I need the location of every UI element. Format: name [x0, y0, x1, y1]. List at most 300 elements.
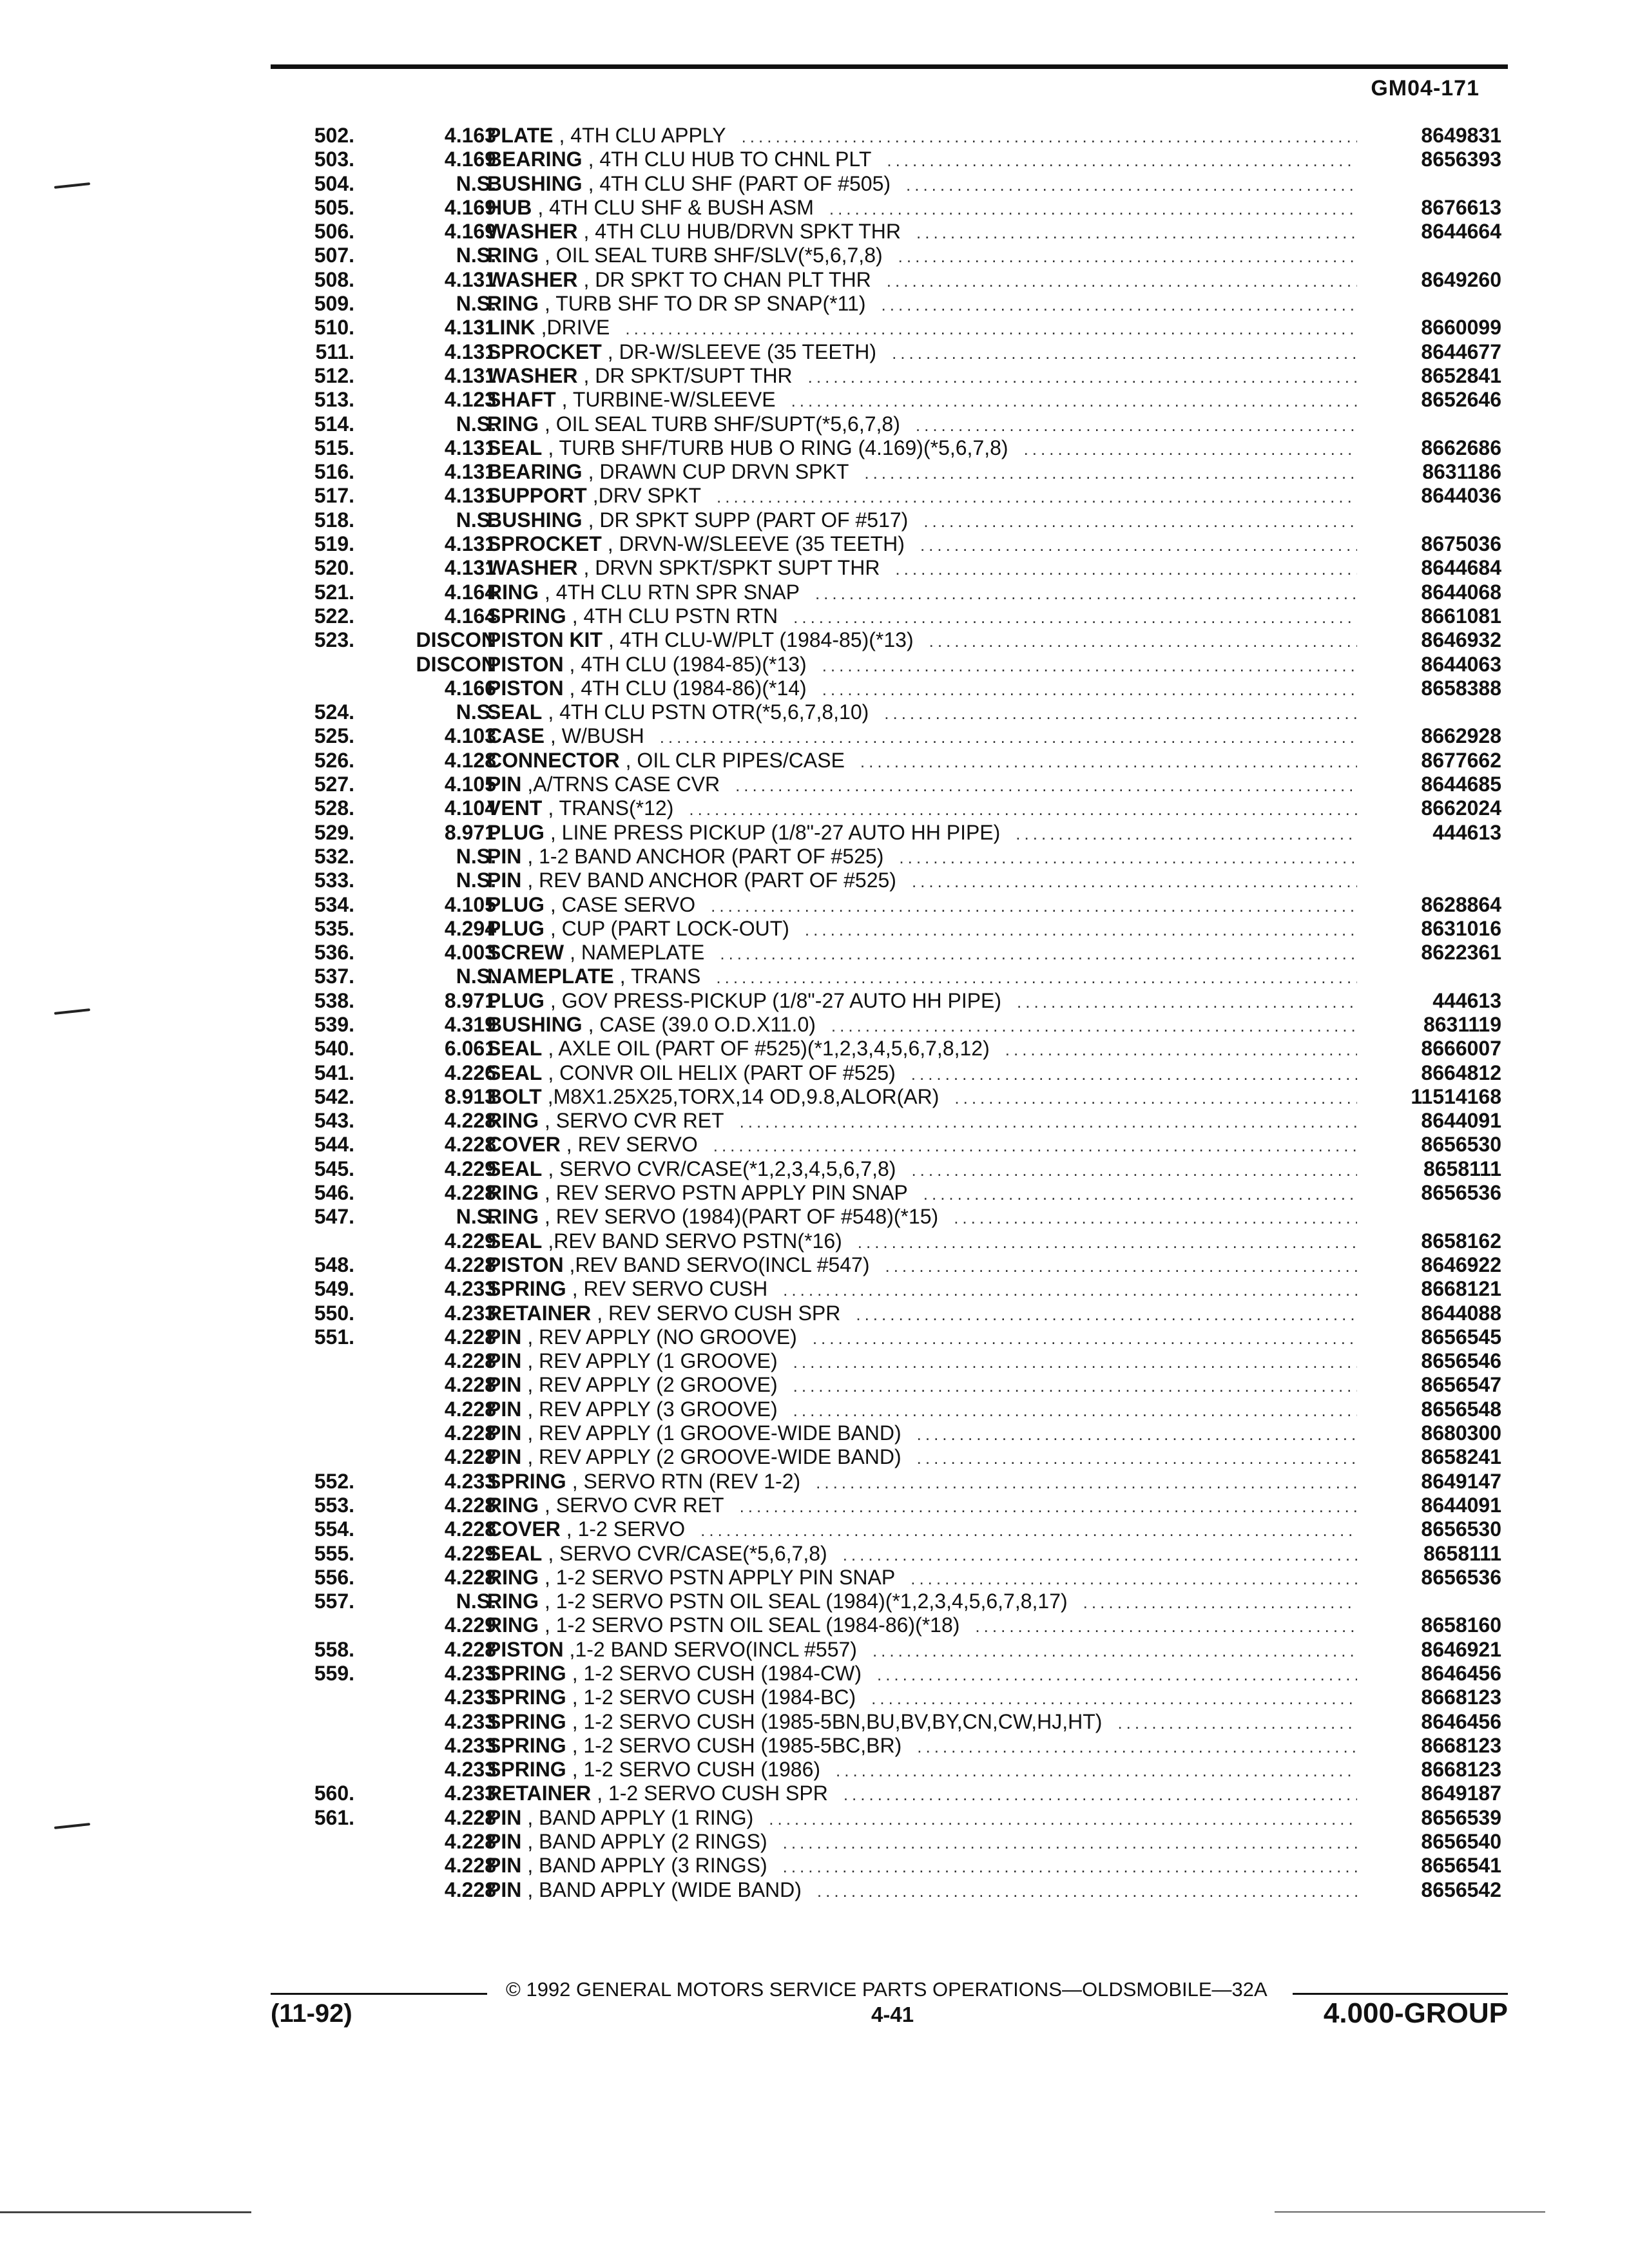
group-number: 4.166	[444, 676, 496, 700]
item-number: 535.	[314, 916, 354, 940]
part-description	[487, 1398, 1357, 1423]
dot-leader	[864, 461, 1357, 485]
part-description	[487, 1085, 1357, 1110]
dot-leader	[735, 774, 1357, 798]
part-number: 8644091	[1421, 1493, 1501, 1517]
dot-leader	[906, 173, 1357, 197]
part-detail: ,DRV SPKT	[592, 484, 702, 508]
part-row	[284, 484, 1501, 508]
item-number: 557.	[314, 1590, 354, 1613]
dot-leader	[877, 1663, 1357, 1687]
part-description	[487, 1686, 1357, 1711]
dot-leader	[716, 966, 1357, 990]
part-number: 8668121	[1421, 1277, 1501, 1301]
part-number: 8661081	[1421, 604, 1501, 628]
part-description	[487, 1302, 1357, 1327]
part-detail: , DR SPKT SUPP (PART OF #517)	[588, 508, 909, 532]
part-row	[284, 532, 1501, 556]
part-number: 8644091	[1421, 1109, 1501, 1133]
part-detail: , 4TH CLU SHF & BUSH ASM	[537, 195, 814, 219]
group-number: 4.228	[444, 1517, 496, 1541]
group-number: 4.103	[444, 724, 496, 748]
part-row	[284, 460, 1501, 484]
part-number: 11514168	[1411, 1084, 1501, 1108]
group-number: DISCON	[416, 652, 496, 676]
part-detail: , SERVO CVR RET	[545, 1109, 724, 1133]
part-number: 8668123	[1421, 1686, 1501, 1709]
part-name: RING	[487, 1109, 539, 1133]
part-number: 8631119	[1423, 1012, 1501, 1036]
dot-leader	[822, 654, 1357, 678]
dot-leader	[911, 1567, 1357, 1591]
part-description	[487, 1445, 1357, 1470]
dot-leader	[805, 918, 1357, 942]
dot-leader	[929, 629, 1357, 653]
dot-leader	[740, 1495, 1357, 1519]
group-number: 4.228	[444, 1349, 496, 1373]
group-number: 4.233	[444, 1782, 496, 1805]
part-number: 8649147	[1421, 1469, 1501, 1493]
part-row	[284, 1421, 1501, 1445]
part-description	[487, 917, 1357, 942]
part-row	[284, 1494, 1501, 1517]
part-number: 8656393	[1421, 148, 1501, 171]
footer-date: (11-92)	[271, 1999, 352, 2028]
part-number: 8658111	[1423, 1541, 1501, 1565]
part-number: 8664812	[1421, 1061, 1501, 1084]
part-description	[487, 1758, 1357, 1783]
group-number: 4.128	[444, 748, 496, 772]
part-description	[487, 821, 1357, 846]
dot-leader	[791, 389, 1357, 413]
group-number: 4.228	[444, 1805, 496, 1829]
part-row	[284, 340, 1501, 364]
group-number: 4.228	[444, 1133, 496, 1157]
dot-leader	[887, 149, 1357, 173]
part-detail: , BAND APPLY (1 RING)	[527, 1805, 754, 1829]
part-description	[487, 460, 1357, 485]
part-detail: , REV APPLY (2 GROOVE)	[527, 1373, 778, 1397]
part-name: SPRING	[487, 1469, 566, 1493]
part-name: LINK	[487, 316, 535, 340]
part-detail: , REV APPLY (NO GROOVE)	[527, 1325, 797, 1349]
item-number: 519.	[314, 532, 354, 556]
item-number: 533.	[314, 869, 354, 892]
part-detail: , REV SERVO (1984)(PART OF #548)(*15)	[545, 1205, 939, 1229]
part-row	[284, 677, 1501, 700]
part-row	[284, 1325, 1501, 1349]
part-name: PIN	[487, 773, 522, 796]
item-number: 536.	[314, 941, 354, 965]
part-name: BUSHING	[487, 508, 583, 532]
page-number: 4-41	[871, 2003, 914, 2026]
part-detail: , REV APPLY (3 GROOVE)	[527, 1397, 778, 1421]
part-name: SUPPORT	[487, 484, 587, 508]
group-number: 4.164	[444, 580, 496, 604]
part-name: PIN	[487, 1878, 522, 1901]
part-description	[487, 604, 1357, 629]
part-row	[284, 1590, 1501, 1613]
group-number: 8.971	[444, 820, 496, 844]
part-detail: , 4TH CLU PSTN OTR(*5,6,7,8,10)	[548, 700, 869, 724]
part-number: 444613	[1432, 988, 1501, 1012]
part-name: BOLT	[487, 1084, 542, 1108]
part-description	[487, 340, 1357, 365]
item-number: 523.	[314, 628, 354, 652]
footer-rule-right	[1293, 1993, 1508, 1995]
dot-leader	[899, 846, 1357, 870]
part-description	[487, 436, 1357, 461]
part-row	[284, 869, 1501, 892]
part-name: SPRING	[487, 1686, 566, 1709]
item-number: 551.	[314, 1325, 354, 1349]
group-number: N.S.	[456, 244, 496, 267]
part-row	[284, 220, 1501, 244]
part-detail: , TURBINE-W/SLEEVE	[561, 388, 776, 412]
part-number: 8666007	[1421, 1037, 1501, 1061]
part-description	[487, 1806, 1357, 1831]
dot-leader	[783, 1278, 1357, 1302]
part-detail: , BAND APPLY (3 RINGS)	[527, 1854, 767, 1878]
part-description	[487, 965, 1357, 990]
part-detail: , DR SPKT TO CHAN PLT THR	[583, 267, 871, 291]
part-name: RING	[487, 1590, 539, 1613]
group-number: N.S.	[456, 844, 496, 868]
part-number: 8656539	[1421, 1805, 1501, 1829]
part-name: SPROCKET	[487, 532, 602, 556]
part-detail: , 4TH CLU PSTN RTN	[572, 604, 778, 628]
part-row	[284, 1878, 1501, 1902]
part-description	[487, 388, 1357, 413]
part-name: NAMEPLATE	[487, 965, 614, 988]
item-number: 554.	[314, 1517, 354, 1541]
item-number: 559.	[314, 1662, 354, 1685]
dot-leader	[898, 245, 1357, 269]
margin-mark	[54, 182, 90, 189]
part-number: 8644036	[1421, 484, 1501, 508]
dot-leader	[1083, 1591, 1357, 1615]
part-detail: , REV SERVO CUSH SPR	[597, 1301, 841, 1325]
part-description	[487, 484, 1357, 509]
part-detail: , NAMEPLATE	[570, 941, 705, 965]
part-number: 8658160	[1421, 1613, 1501, 1637]
part-number: 8656536	[1421, 1565, 1501, 1589]
dot-leader	[713, 1134, 1357, 1158]
part-description	[487, 292, 1357, 317]
dot-leader	[911, 1062, 1357, 1086]
dot-leader	[769, 1807, 1357, 1831]
part-number: 8656542	[1421, 1878, 1501, 1901]
part-detail: , GOV PRESS-PICKUP (1/8"-27 AUTO HH PIPE)	[550, 988, 1002, 1012]
part-description	[487, 1854, 1357, 1879]
part-row	[284, 965, 1501, 988]
part-description	[487, 1229, 1357, 1254]
part-detail: , SERVO CVR/CASE(*5,6,7,8)	[548, 1541, 827, 1565]
dot-leader	[711, 894, 1357, 918]
part-name: PISTON	[487, 1637, 564, 1661]
part-number: 8622361	[1421, 941, 1501, 965]
dot-leader	[923, 510, 1357, 533]
part-name: RING	[487, 1613, 539, 1637]
part-number: 8644068	[1421, 580, 1501, 604]
item-number: 532.	[314, 844, 354, 868]
part-description	[487, 1830, 1357, 1855]
dot-leader	[917, 1446, 1357, 1470]
part-description	[487, 1566, 1357, 1591]
part-name: RETAINER	[487, 1301, 592, 1325]
group-number: 4.131	[444, 484, 496, 508]
part-detail: , 1-2 SERVO PSTN OIL SEAL (1984-86)(*18)	[545, 1613, 960, 1637]
part-row	[284, 1542, 1501, 1566]
dot-leader	[1117, 1711, 1357, 1735]
part-description	[487, 581, 1357, 606]
group-number: 4.228	[444, 1181, 496, 1205]
dot-leader	[783, 1831, 1357, 1855]
part-description	[487, 1638, 1357, 1663]
part-description	[487, 700, 1357, 726]
part-name: PLUG	[487, 892, 545, 916]
part-detail: , DR SPKT/SUPT THR	[583, 363, 793, 387]
part-name: SPRING	[487, 1662, 566, 1685]
part-name: PIN	[487, 1397, 522, 1421]
part-row	[284, 268, 1501, 292]
footer-copyright: © 1992 GENERAL MOTORS SERVICE PARTS OPERATIONS—OLDSMOBILE—32A	[506, 1978, 1268, 2001]
part-description	[487, 364, 1357, 389]
part-row	[284, 1398, 1501, 1421]
part-number: 8644684	[1421, 556, 1501, 580]
part-name: SEAL	[487, 1541, 543, 1565]
bottom-rule	[1275, 2211, 1545, 2213]
part-detail: , 1-2 BAND ANCHOR (PART OF #525)	[527, 844, 884, 868]
group-number: 4.131	[444, 436, 496, 459]
part-detail: , LINE PRESS PICKUP (1/8"-27 AUTO HH PIPE)	[550, 820, 1001, 844]
part-detail: ,1-2 BAND SERVO(INCL #557)	[569, 1637, 857, 1661]
dot-leader	[793, 1374, 1357, 1398]
item-number: 503.	[314, 148, 354, 171]
dot-leader	[917, 1735, 1357, 1759]
part-description	[487, 1373, 1357, 1398]
dot-leader	[1005, 1038, 1357, 1062]
part-row	[284, 1710, 1501, 1734]
item-number: 526.	[314, 748, 354, 772]
item-number: 528.	[314, 796, 354, 820]
document-code: GM04-171	[1371, 76, 1480, 101]
part-row	[284, 1133, 1501, 1157]
item-number: 550.	[314, 1301, 354, 1325]
part-name: SEAL	[487, 1061, 543, 1084]
part-row	[284, 1229, 1501, 1253]
part-row	[284, 1758, 1501, 1782]
item-number: 517.	[314, 484, 354, 508]
item-number: 524.	[314, 700, 354, 724]
part-name: PIN	[487, 1805, 522, 1829]
part-description	[487, 1613, 1357, 1639]
part-description	[487, 1061, 1357, 1086]
dot-leader	[895, 557, 1357, 581]
part-description	[487, 268, 1357, 293]
item-number: 515.	[314, 436, 354, 459]
part-name: RING	[487, 580, 539, 604]
part-name: SEAL	[487, 1157, 543, 1180]
dot-leader	[954, 1206, 1357, 1230]
part-detail: , 4TH CLU RTN SPR SNAP	[545, 580, 800, 604]
part-description	[487, 1421, 1357, 1446]
part-name: PIN	[487, 1830, 522, 1854]
part-row	[284, 244, 1501, 267]
part-detail: , OIL CLR PIPES/CASE	[625, 748, 845, 772]
part-number: 8649187	[1421, 1782, 1501, 1805]
group-number: 8.913	[444, 1084, 496, 1108]
group-number: 4.228	[444, 1325, 496, 1349]
group-number: 8.971	[444, 988, 496, 1012]
part-detail: , 1-2 SERVO CUSH (1985-5BC,BR)	[572, 1733, 902, 1757]
group-number: 4.294	[444, 916, 496, 940]
part-description	[487, 532, 1357, 557]
part-name: CONNECTOR	[487, 748, 620, 772]
dot-leader	[793, 606, 1357, 629]
dot-leader	[843, 1543, 1357, 1567]
part-detail: ,M8X1.25X25,TORX,14 OD,9.8,ALOR(AR)	[547, 1084, 940, 1108]
part-row	[284, 1253, 1501, 1277]
part-name: PIN	[487, 1349, 522, 1373]
part-row	[284, 1037, 1501, 1061]
part-detail: , TRANS	[619, 965, 701, 988]
group-number: 4.003	[444, 941, 496, 965]
part-name: RING	[487, 292, 539, 316]
part-detail: , 4TH CLU APPLY	[559, 124, 726, 147]
part-row	[284, 1277, 1501, 1301]
part-detail: , TURB SHF/TURB HUB O RING (4.169)(*5,6,7,8)	[548, 436, 1008, 459]
group-number: 4.228	[444, 1109, 496, 1133]
item-number: 541.	[314, 1061, 354, 1084]
item-number: 506.	[314, 220, 354, 244]
part-number: 8680300	[1421, 1421, 1501, 1445]
part-name: SHAFT	[487, 388, 556, 412]
part-number: 8658162	[1421, 1229, 1501, 1253]
item-number: 514.	[314, 412, 354, 436]
part-number: 8658388	[1421, 676, 1501, 700]
dot-leader	[1016, 822, 1357, 846]
group-number: 4.131	[444, 532, 496, 556]
parts-list	[284, 124, 1501, 1902]
part-detail: , CUP (PART LOCK-OUT)	[550, 916, 789, 940]
part-number: 8656530	[1421, 1517, 1501, 1541]
part-detail: , 4TH CLU (1984-85)(*13)	[569, 652, 807, 676]
part-name: COVER	[487, 1133, 561, 1157]
part-detail: , 4TH CLU SHF (PART OF #505)	[588, 171, 891, 195]
group-number: 4.233	[444, 1469, 496, 1493]
part-number: 8631186	[1422, 460, 1501, 484]
item-number: 546.	[314, 1181, 354, 1205]
part-description	[487, 989, 1357, 1014]
part-number: 8656547	[1421, 1373, 1501, 1397]
item-number: 507.	[314, 244, 354, 267]
part-row	[284, 1638, 1501, 1662]
group-number: 4.131	[444, 363, 496, 387]
group-number: N.S.	[456, 292, 496, 316]
part-row	[284, 1445, 1501, 1469]
part-detail: , TURB SHF TO DR SP SNAP(*11)	[545, 292, 866, 316]
dot-leader	[1017, 990, 1357, 1014]
item-number: 522.	[314, 604, 354, 628]
group-number: 6.061	[444, 1037, 496, 1061]
part-description	[487, 1109, 1357, 1134]
item-number: 534.	[314, 892, 354, 916]
part-detail: , 1-2 SERVO CUSH (1986)	[572, 1758, 821, 1782]
part-detail: , 4TH CLU-W/PLT (1984-85)(*13)	[608, 628, 914, 652]
group-number: 4.228	[444, 1878, 496, 1901]
group-number: 4.228	[444, 1421, 496, 1445]
dot-leader	[1024, 437, 1357, 461]
dot-leader	[783, 1855, 1357, 1879]
part-description	[487, 1205, 1357, 1230]
dot-leader	[882, 293, 1358, 317]
dot-leader	[872, 1639, 1357, 1663]
part-name: PLUG	[487, 988, 545, 1012]
part-row	[284, 941, 1501, 965]
part-description	[487, 796, 1357, 822]
part-number: 8644677	[1421, 340, 1501, 363]
part-detail: , SERVO CVR RET	[545, 1493, 724, 1517]
part-row	[284, 1373, 1501, 1397]
part-number: 8658241	[1421, 1445, 1501, 1469]
part-row	[284, 1806, 1501, 1830]
part-name: RING	[487, 1493, 539, 1517]
dot-leader	[912, 870, 1357, 894]
part-detail: , 1-2 SERVO CUSH (1984-BC)	[572, 1686, 856, 1709]
part-name: RETAINER	[487, 1782, 592, 1805]
part-detail: ,REV BAND SERVO(INCL #547)	[569, 1253, 870, 1276]
dot-leader	[920, 533, 1357, 557]
part-description	[487, 124, 1357, 149]
part-number: 8652841	[1421, 363, 1501, 387]
dot-leader	[720, 942, 1357, 966]
group-number: 4.131	[444, 316, 496, 340]
item-number: 539.	[314, 1012, 354, 1036]
part-description	[487, 412, 1357, 437]
item-number: 555.	[314, 1541, 354, 1565]
group-number: 4.169	[444, 195, 496, 219]
part-name: SPRING	[487, 604, 566, 628]
part-row	[284, 388, 1501, 412]
part-number: 8644685	[1421, 773, 1501, 796]
part-row	[284, 821, 1501, 845]
part-row	[284, 1517, 1501, 1541]
part-row	[284, 700, 1501, 724]
part-row	[284, 1349, 1501, 1373]
group-number: 4.319	[444, 1012, 496, 1036]
part-name: PIN	[487, 1854, 522, 1878]
dot-leader	[742, 125, 1357, 149]
part-name: WASHER	[487, 220, 578, 244]
group-number: N.S.	[456, 700, 496, 724]
part-detail: , SERVO RTN (REV 1-2)	[572, 1469, 801, 1493]
part-detail: , 1-2 SERVO	[566, 1517, 686, 1541]
part-detail: , 4TH CLU HUB/DRVN SPKT THR	[583, 220, 901, 244]
group-number: N.S.	[456, 965, 496, 988]
part-description	[487, 749, 1357, 774]
group-number: 4.229	[444, 1613, 496, 1637]
part-description	[487, 845, 1357, 870]
part-row	[284, 436, 1501, 460]
part-number: 8646921	[1421, 1637, 1501, 1661]
part-name: SPRING	[487, 1733, 566, 1757]
part-description	[487, 724, 1357, 749]
part-detail: , 1-2 SERVO PSTN APPLY PIN SNAP	[545, 1565, 896, 1589]
item-number: 529.	[314, 820, 354, 844]
dot-leader	[740, 1110, 1357, 1134]
part-number: 8652646	[1421, 388, 1501, 412]
